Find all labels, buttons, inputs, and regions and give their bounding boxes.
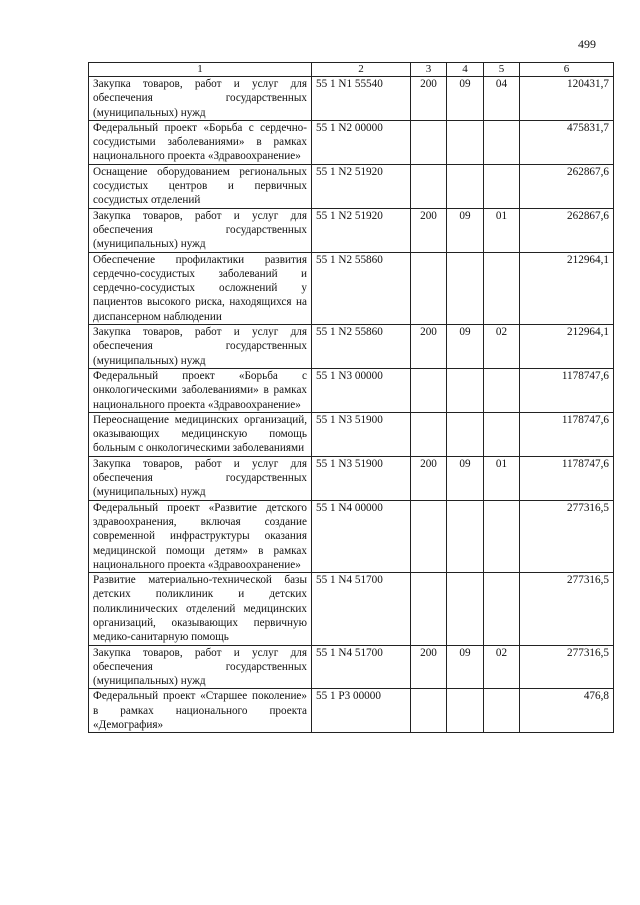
row-col3-cell [411, 368, 447, 412]
column-header: 3 [411, 63, 447, 77]
row-name-cell: Закупка товаров, работ и услуг для обеспечения государственных (муниципальных) нужд [89, 77, 312, 121]
row-sum-cell: 277316,5 [520, 645, 614, 689]
table-row [89, 456, 614, 500]
row-code-cell: 55 1 N2 55860 [312, 325, 411, 369]
row-sum-cell: 1178747,6 [520, 412, 614, 456]
row-sum-cell: 277316,5 [520, 573, 614, 645]
row-name-cell: Федеральный проект «Борьба с онкологическими заболеваниями» в рамках национального проекта «Здравоохранение» [89, 368, 312, 412]
row-col4-cell: 09 [447, 208, 484, 252]
table-row [89, 120, 614, 164]
row-name-cell: Обеспечение профилактики развития сердечно-сосудистых заболеваний и сердечно-сосудистых осложнений у пациентов высокого риска, находящихся на диспансерном наблюдении [89, 252, 312, 324]
row-col4-cell: 09 [447, 456, 484, 500]
row-col3-cell [411, 164, 447, 208]
row-sum-cell: 212964,1 [520, 252, 614, 324]
row-col3-cell [411, 500, 447, 572]
row-sum-cell: 120431,7 [520, 77, 614, 121]
row-sum-cell: 212964,1 [520, 325, 614, 369]
row-col4-cell [447, 412, 484, 456]
row-col4-cell: 09 [447, 77, 484, 121]
row-sum-cell: 262867,6 [520, 208, 614, 252]
row-col5-cell [484, 252, 520, 324]
row-code-cell: 55 1 P3 00000 [312, 689, 411, 733]
row-col4-cell [447, 689, 484, 733]
row-col5-cell: 02 [484, 645, 520, 689]
row-sum-cell: 277316,5 [520, 500, 614, 572]
row-col5-cell: 01 [484, 456, 520, 500]
row-name-cell: Закупка товаров, работ и услуг для обеспечения государственных (муниципальных) нужд [89, 645, 312, 689]
row-col4-cell [447, 500, 484, 572]
table-row [89, 645, 614, 689]
table-row [89, 689, 614, 733]
row-col3-cell [411, 412, 447, 456]
row-code-cell: 55 1 N3 51900 [312, 456, 411, 500]
row-col5-cell [484, 412, 520, 456]
row-col3-cell: 200 [411, 208, 447, 252]
table-row [89, 252, 614, 324]
header-row [89, 63, 614, 77]
table-row [89, 368, 614, 412]
row-col4-cell [447, 164, 484, 208]
row-sum-cell: 475831,7 [520, 120, 614, 164]
row-col3-cell [411, 252, 447, 324]
row-name-cell: Федеральный проект «Борьба с сердечно-сосудистыми заболеваниями» в рамках национального проекта «Здравоохранение» [89, 120, 312, 164]
row-col3-cell [411, 689, 447, 733]
row-col5-cell [484, 573, 520, 645]
table-row [89, 573, 614, 645]
budget-table [88, 62, 614, 733]
row-col5-cell: 04 [484, 77, 520, 121]
row-col5-cell [484, 500, 520, 572]
column-header: 2 [312, 63, 411, 77]
row-col4-cell: 09 [447, 645, 484, 689]
row-col4-cell [447, 120, 484, 164]
row-col4-cell [447, 252, 484, 324]
row-name-cell: Закупка товаров, работ и услуг для обеспечения государственных (муниципальных) нужд [89, 208, 312, 252]
row-col5-cell [484, 689, 520, 733]
row-col3-cell [411, 573, 447, 645]
row-col4-cell: 09 [447, 325, 484, 369]
row-col3-cell [411, 120, 447, 164]
row-col4-cell [447, 368, 484, 412]
row-col5-cell [484, 164, 520, 208]
row-col5-cell [484, 368, 520, 412]
table-row [89, 208, 614, 252]
table-row [89, 412, 614, 456]
column-header: 1 [89, 63, 312, 77]
row-name-cell: Федеральный проект «Развитие детского здравоохранения, включая создание современной инфраструктуры оказания медицинской помощи детям» в рамках национального проекта «Здравоохранение» [89, 500, 312, 572]
row-sum-cell: 1178747,6 [520, 456, 614, 500]
row-name-cell: Закупка товаров, работ и услуг для обеспечения государственных (муниципальных) нужд [89, 456, 312, 500]
row-name-cell: Переоснащение медицинских организаций, оказывающих медицинскую помощь больным с онкологическими заболеваниями [89, 412, 312, 456]
table-row [89, 500, 614, 572]
table-row [89, 77, 614, 121]
row-col3-cell: 200 [411, 77, 447, 121]
row-col5-cell: 02 [484, 325, 520, 369]
page-number: 499 [578, 37, 596, 51]
row-code-cell: 55 1 N2 51920 [312, 208, 411, 252]
row-code-cell: 55 1 N2 00000 [312, 120, 411, 164]
row-col3-cell: 200 [411, 456, 447, 500]
row-name-cell: Развитие материально-технической базы детских поликлиник и детских поликлинических отделений медицинских организаций, оказывающих первичную медико-санитарную помощь [89, 573, 312, 645]
row-name-cell: Закупка товаров, работ и услуг для обеспечения государственных (муниципальных) нужд [89, 325, 312, 369]
table-row [89, 164, 614, 208]
row-code-cell: 55 1 N4 00000 [312, 500, 411, 572]
column-header: 4 [447, 63, 484, 77]
row-col3-cell: 200 [411, 645, 447, 689]
row-name-cell: Оснащение оборудованием региональных сосудистых центров и первичных сосудистых отделений [89, 164, 312, 208]
row-code-cell: 55 1 N3 00000 [312, 368, 411, 412]
row-code-cell: 55 1 N3 51900 [312, 412, 411, 456]
row-sum-cell: 1178747,6 [520, 368, 614, 412]
column-header: 5 [484, 63, 520, 77]
row-code-cell: 55 1 N2 55860 [312, 252, 411, 324]
row-col4-cell [447, 573, 484, 645]
row-sum-cell: 476,8 [520, 689, 614, 733]
row-col5-cell [484, 120, 520, 164]
row-code-cell: 55 1 N1 55540 [312, 77, 411, 121]
row-code-cell: 55 1 N2 51920 [312, 164, 411, 208]
column-header: 6 [520, 63, 614, 77]
row-code-cell: 55 1 N4 51700 [312, 645, 411, 689]
row-col3-cell: 200 [411, 325, 447, 369]
table-row [89, 325, 614, 369]
row-sum-cell: 262867,6 [520, 164, 614, 208]
row-col5-cell: 01 [484, 208, 520, 252]
row-code-cell: 55 1 N4 51700 [312, 573, 411, 645]
row-name-cell: Федеральный проект «Старшее поколение» в рамках национального проекта «Демография» [89, 689, 312, 733]
